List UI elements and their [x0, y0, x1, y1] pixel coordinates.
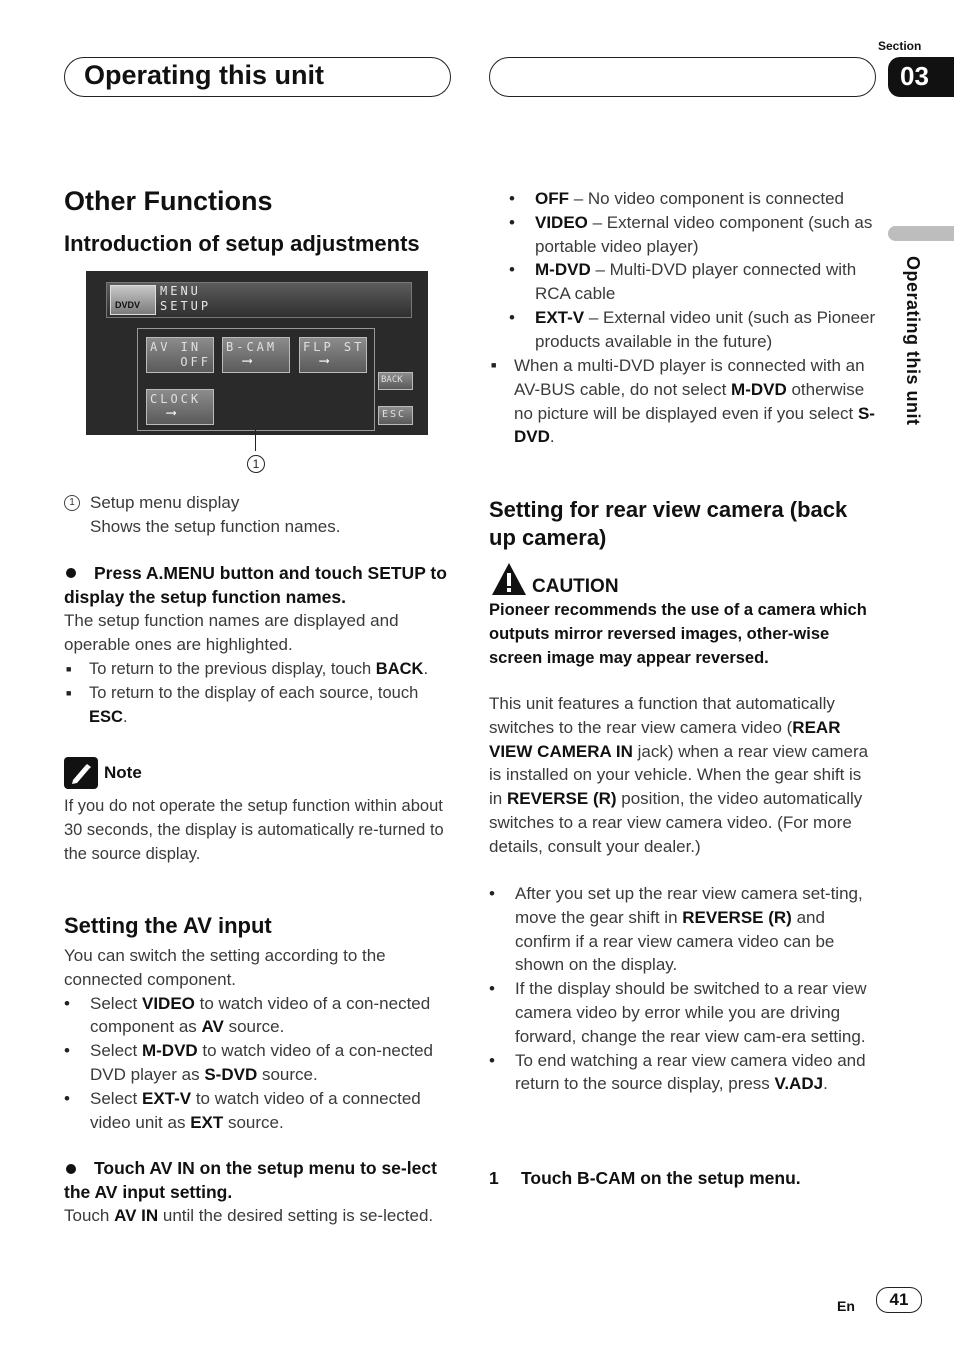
- note-text: If you do not operate the setup function within about 30 seconds, the display is automatically re-turned to the source display.: [64, 797, 444, 863]
- feature-paragraph: This unit features a function that automatically switches to the rear view camera video (REAR VIEW CAMERA IN jack) when a rear view camera is installed on your vehicle. When the gear shift is in REVERSE (R) position, the video automatically switches to a rear view camera video. (For more details, consult your dealer.): [489, 694, 869, 856]
- list-item: • Select VIDEO to watch video of a con-nected component as AV source.: [64, 992, 450, 1040]
- flp-st-label: FLP ST: [303, 340, 365, 354]
- clock-button[interactable]: [146, 389, 214, 425]
- av-intro: You can switch the setting according to the connected component.: [64, 946, 386, 989]
- arrow-right-icon: ⟶: [320, 353, 332, 369]
- esc-button[interactable]: [378, 406, 413, 425]
- av-in-button[interactable]: [146, 337, 214, 373]
- step-press-block: [64, 561, 448, 729]
- step-touch-text: Touch AV IN until the desired setting is se-lected.: [64, 1206, 434, 1226]
- list-item: • EXT-V – External video unit (such as Pioneer products available in the future): [509, 306, 877, 354]
- page-number-box: [876, 1287, 922, 1313]
- back-button[interactable]: [378, 372, 413, 390]
- side-tab-bar: [888, 226, 954, 241]
- section-number: 03: [900, 61, 929, 91]
- warning-triangle-icon: [490, 561, 528, 597]
- flp-st-button[interactable]: [299, 337, 367, 373]
- setup-menu-display: [86, 271, 428, 435]
- list-item: • OFF – No video component is connected: [509, 187, 877, 211]
- arrow-right-icon: ⟶: [167, 405, 179, 421]
- av-in-value: OFF: [180, 355, 211, 369]
- callout-marker: [247, 455, 265, 473]
- callout-marker-number: 1: [252, 457, 260, 471]
- clock-label: CLOCK: [150, 392, 202, 406]
- multi-dvd-note: ■ When a multi-DVD player is connected with an AV-BUS cable, do not select M-DVD otherwise no picture will be displayed even if you select S-DVD.: [489, 354, 878, 449]
- step-press-text: The setup function names are displayed and operable ones are highlighted.: [64, 611, 399, 654]
- list-item: • To end watching a rear view camera video and return to the source display, press V.ADJ.: [489, 1049, 873, 1097]
- section-label: Section: [878, 39, 922, 53]
- heading-other-functions: Other Functions: [64, 186, 273, 216]
- step-1-text: Touch B-CAM on the setup menu.: [521, 1168, 801, 1188]
- av-options-list: [509, 187, 877, 354]
- rear-camera-bullets: [489, 882, 873, 1096]
- return-each-source-item: ■ To return to the display of each source, touch ESC.: [64, 681, 448, 729]
- step-1-number: 1: [489, 1168, 499, 1188]
- header-empty-box: [489, 57, 876, 97]
- caution-icon: [490, 561, 528, 602]
- note-label: Note: [104, 763, 142, 782]
- callout-line: [255, 429, 256, 451]
- list-item: • Select M-DVD to watch video of a con-nected DVD player as S-DVD source.: [64, 1039, 450, 1087]
- heading-intro-setup: Introduction of setup adjustments: [64, 231, 420, 256]
- pencil-icon: [64, 757, 98, 789]
- caption-text: Shows the setup function names.: [90, 517, 341, 536]
- step-1: [489, 1168, 801, 1189]
- lcd-setup-label: SETUP: [160, 299, 212, 313]
- caution-text: Pioneer recommends the use of a camera which outputs mirror reversed images, other-wise screen image may appear reversed.: [489, 601, 867, 667]
- dvd-logo: [110, 285, 156, 315]
- section-number-badge: [888, 57, 954, 97]
- list-item: • If the display should be switched to a rear view camera video by error while you are driving forward, change the rear view cam-era setting.: [489, 977, 873, 1048]
- page-number: 41: [889, 1290, 909, 1309]
- caution-label: CAUTION: [532, 576, 619, 597]
- esc-label: ESC: [382, 409, 407, 420]
- av-in-label: AV IN: [150, 340, 202, 354]
- caption-title: Setup menu display: [90, 493, 240, 512]
- return-previous-item: ■ To return to the previous display, touch BACK.: [64, 657, 448, 681]
- caption-marker-number: 1: [69, 497, 75, 508]
- options-block: [509, 187, 877, 354]
- av-input-block: [64, 944, 450, 1228]
- list-item: • After you set up the rear view camera set-ting, move the gear shift in REVERSE (R) and confirm if a rear view camera video can be shown on the display.: [489, 882, 873, 977]
- step-touch-heading: Touch AV IN on the setup menu to se-lect the AV input setting.: [64, 1158, 437, 1203]
- list-item: • M-DVD – Multi-DVD player connected with RCA cable: [509, 258, 877, 306]
- side-tab-label: Operating this unit: [903, 256, 923, 426]
- page-title: Operating this unit: [84, 60, 324, 90]
- footer-language: En: [837, 1298, 855, 1314]
- list-item: • Select EXT-V to watch video of a connected video unit as EXT source.: [64, 1087, 450, 1135]
- b-cam-label: B-CAM: [226, 340, 278, 354]
- dvd-logo-text: DVDV: [115, 300, 141, 310]
- step-dot-icon: [66, 1164, 76, 1174]
- heading-rear-camera: Setting for rear view camera (back up camera): [489, 497, 848, 550]
- heading-av-input: Setting the AV input: [64, 913, 272, 938]
- av-bullets: [64, 992, 450, 1135]
- note-icon: [64, 757, 98, 789]
- back-label: BACK: [381, 375, 403, 385]
- arrow-right-icon: ⟶: [243, 353, 255, 369]
- step-press-heading: Press A.MENU button and touch SETUP to display the setup function names.: [64, 563, 447, 607]
- caption-marker: [64, 495, 80, 511]
- step-dot-icon: [66, 568, 76, 578]
- lcd-menu-label: MENU: [160, 284, 201, 298]
- list-item: • VIDEO – External video component (such as portable video player): [509, 211, 877, 259]
- b-cam-button[interactable]: [222, 337, 290, 373]
